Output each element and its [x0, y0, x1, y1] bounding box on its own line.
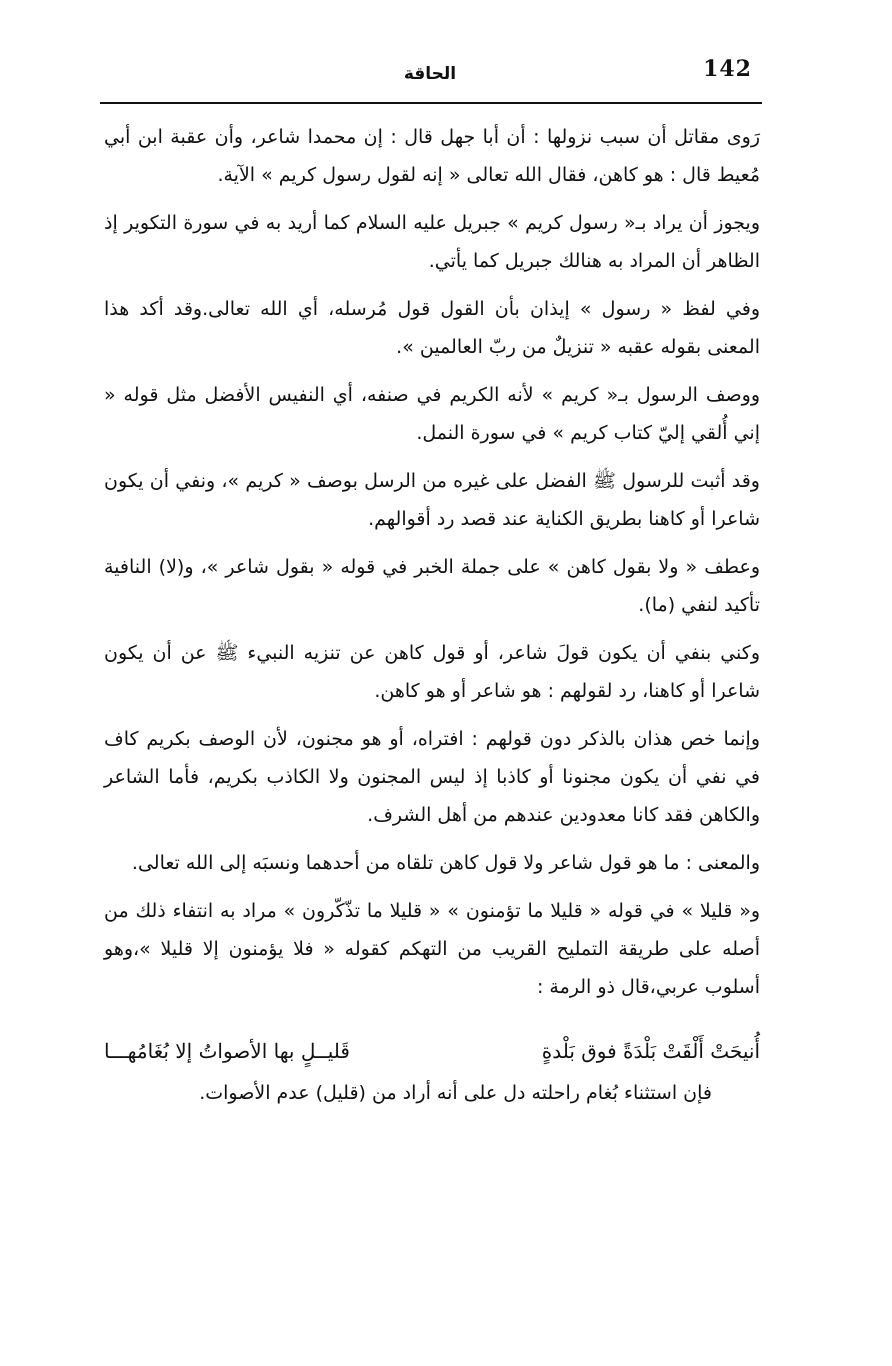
body-text	[104, 118, 760, 1112]
paragraph: وإنما خص هذان بالذكر دون قولهم : افتراه، أو هو مجنون، لأن الوصف بكريم كاف في نفي أن يكون مجنونا أو كاذبا إذ ليس المجنون ولا الكاذب بكريم، فأما الشاعر والكاهن فقد كانا معدودين عندهم من أهل الشرف.	[104, 728, 760, 826]
verse-note: فإن استثناء بُغام راحلته دل على أنه أراد من (قليل) عدم الأصوات.	[199, 1082, 712, 1104]
verse-second-hemistich: قَليــلٍ بها الأصواتُ إلا بُغَامُهـــا	[104, 1039, 350, 1063]
paragraph: وكني بنفي أن يكون قولَ شاعر، أو قول كاهن عن تنزيه النبيء ﷺ عن أن يكون شاعرا أو كاهنا، رد لقولهم : هو شاعر أو هو كاهن.	[104, 642, 760, 702]
paragraph: ويجوز أن يراد بـ« رسول كريم » جبريل عليه السلام كما أريد به في سورة التكوير إذ الظاهر أن المراد به هنالك جبريل كما يأتي.	[104, 212, 760, 272]
paragraph: وعطف « ولا بقول كاهن » على جملة الخبر في قوله « بقول شاعر »، و(لا) النافية تأكيد لنفي (ما).	[104, 556, 760, 616]
verse-first-hemistich: أُنيحَتْ أَلْقَتْ بَلْدَةً فوق بَلْدةٍ	[541, 1039, 760, 1063]
paragraph: و« قليلا » في قوله « قليلا ما تؤمنون » « قليلا ما تذّكّرون » مراد به انتفاء ذلك من أصله على طريقة التمليح القريب من التهكم كقوله « فلا يؤمنون إلا قليلا »،وهو أسلوب عربي،قال ذو الرمة :	[104, 900, 760, 998]
paragraph: والمعنى : ما هو قول شاعر ولا قول كاهن تلقاه من أحدهما ونسبَه إلى الله تعالى.	[131, 852, 760, 874]
page-number: 142	[703, 56, 752, 82]
paragraph: وقد أثبت للرسول ﷺ الفضل على غيره من الرسل بوصف « كريم »، ونفي أن يكون شاعرا أو كاهنا بطريق الكناية عند قصد رد أقوالهم.	[104, 470, 760, 530]
paragraph: ووصف الرسول بـ« كريم » لأنه الكريم في صنفه، أي النفيس الأفضل مثل قوله « إني أُلقي إليّ كتاب كريم » في سورة النمل.	[104, 384, 760, 444]
paragraph: رَوى مقاتل أن سبب نزولها : أن أبا جهل قال : إن محمدا شاعر، وأن عقبة ابن أبي مُعيط قال : هو كاهن، فقال الله تعالى « إنه لقول رسول كريم » الآية.	[104, 126, 760, 186]
running-title: الحاقة	[403, 64, 457, 84]
paragraph: وفي لفظ « رسول » إيذان بأن القول قول مُرسله، أي الله تعالى.وقد أكد هذا المعنى بقوله عقبه « تنزيلٌ من ربّ العالمين ».	[104, 298, 760, 358]
header-rule	[100, 102, 762, 104]
page-header	[100, 52, 760, 102]
poetry-verse	[104, 1032, 760, 1070]
